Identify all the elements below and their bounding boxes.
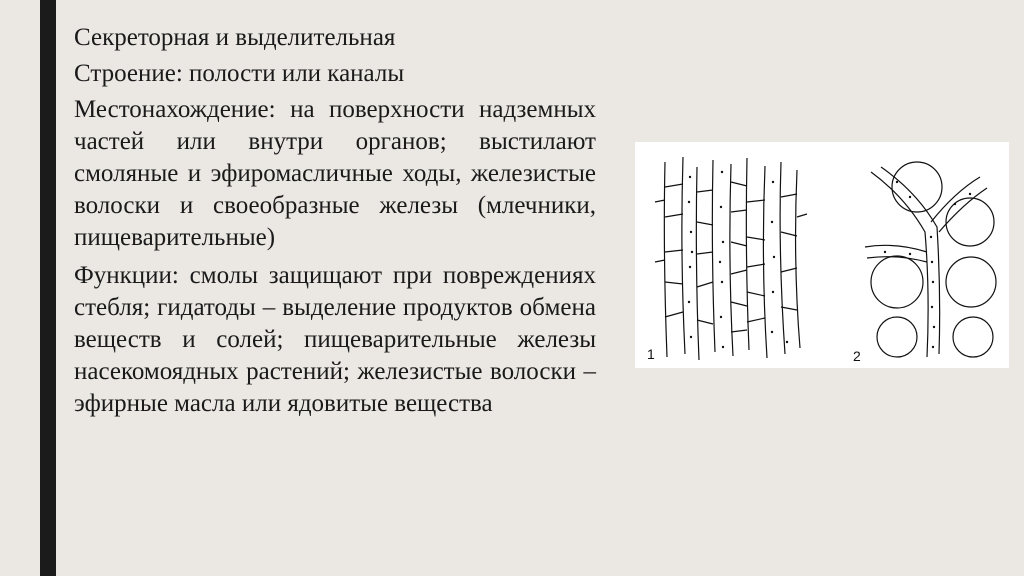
figure-label-1: 1 xyxy=(647,346,655,362)
accent-bar xyxy=(40,0,56,576)
location-paragraph: Местонахождение: на поверхности надземных частей или внутри органов; выстилают смоляные и эфиромасличные ходы, железистые волоски и своеобразные железы (млечники, пищеварительные) xyxy=(74,96,596,251)
functions-paragraph: Функции: смолы защищают при повреждениях стебля; гидатоды – выделение продуктов обмена веществ и солей; пищеварительные железы насекомоядных растений; железистые волоски – эфирные масла или ядовитые вещества xyxy=(74,262,596,417)
secretory-tissue-illustration xyxy=(635,142,1009,368)
laticifer-drawing xyxy=(655,157,807,360)
slide-text xyxy=(74,22,596,426)
branching-drawing xyxy=(865,162,996,357)
structure-line: Строение: полости или каналы xyxy=(74,60,405,87)
slide-title: Секреторная и выделительная xyxy=(74,24,396,51)
illustration-drawing xyxy=(635,142,1009,368)
figure-label-2: 2 xyxy=(853,348,861,364)
